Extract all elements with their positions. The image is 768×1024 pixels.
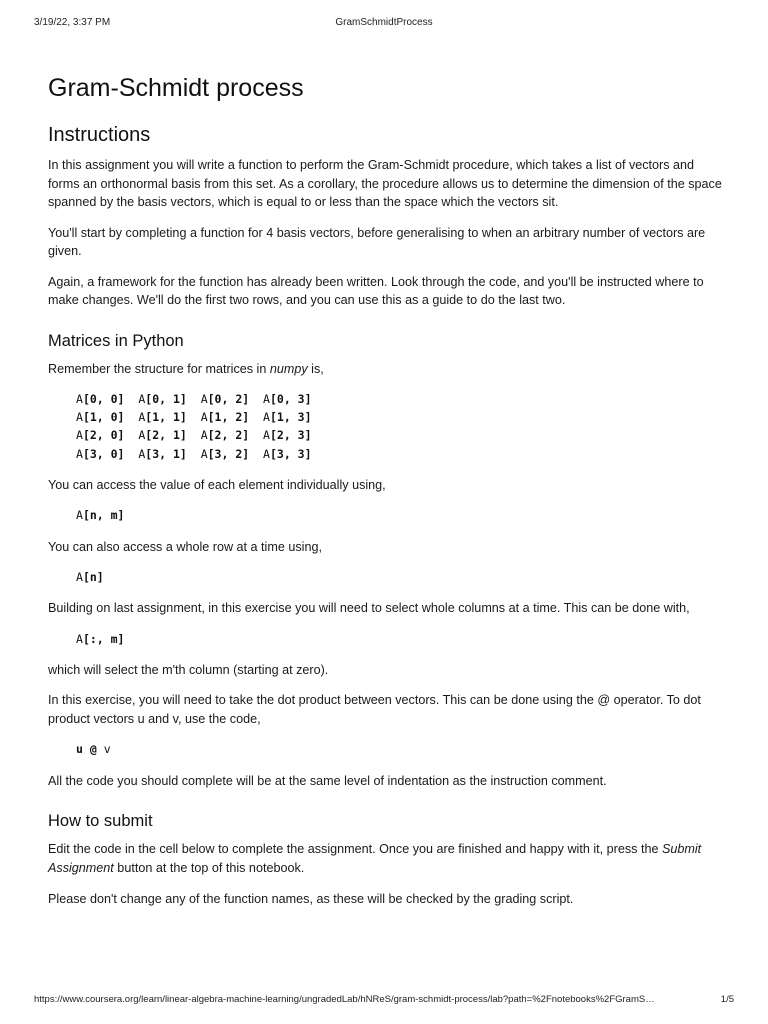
instructions-paragraph-1: In this assignment you will write a function to perform the Gram-Schmidt procedure, which takes a list of vectors and forms an orthonormal basis from this set. As a corollary, the procedure allows us to determine the dimension of the space spanned by the basis vectors, which is equal to or less than the space which the vectors sit. bbox=[48, 158, 722, 209]
matrix-cell-index: [3, 0] bbox=[82, 446, 125, 461]
submit-heading: How to submit bbox=[48, 812, 153, 831]
matrix-cell-prefix: A bbox=[200, 428, 208, 443]
matrix-cell-index: [0, 2] bbox=[207, 392, 250, 406]
matrix-code-block bbox=[76, 390, 728, 463]
element-access-paragraph: You can access the value of each element individually using, bbox=[48, 477, 386, 492]
print-datetime: 3/19/22, 3:37 PM bbox=[34, 17, 111, 28]
matrix-row bbox=[76, 426, 728, 444]
matrix-cell-prefix: A bbox=[138, 410, 146, 425]
row-access-index: [n] bbox=[82, 570, 104, 585]
instructions-heading: Instructions bbox=[48, 124, 151, 146]
print-footer bbox=[34, 994, 734, 1008]
matrix-cell-prefix: A bbox=[263, 428, 270, 443]
matrix-cell-prefix: A bbox=[263, 392, 270, 406]
matrix-cell-prefix: A bbox=[76, 446, 83, 461]
matrix-cell-prefix: A bbox=[76, 410, 83, 425]
matrix-cell-prefix: A bbox=[138, 392, 146, 406]
element-access-index: [n, m] bbox=[82, 508, 125, 523]
dot-product-code bbox=[76, 740, 728, 758]
instructions-paragraph-3: Again, a framework for the function has already been written. Look through the code, and you'll be instructed where to make changes. We'll do the first two rows, and you can use this as a guide to do the last two. bbox=[48, 274, 704, 307]
matrix-prefix: A bbox=[76, 508, 83, 523]
column-access-paragraph: Building on last assignment, in this exercise you will need to select whole columns at a time. This can be done with, bbox=[48, 601, 690, 616]
matrix-cell-prefix: A bbox=[76, 428, 83, 443]
print-header bbox=[34, 17, 734, 31]
matrices-intro-end: is, bbox=[307, 361, 324, 376]
matrix-cell-prefix: A bbox=[200, 446, 208, 461]
matrix-cell-index: [3, 1] bbox=[145, 446, 187, 461]
matrix-cell-index: [1, 1] bbox=[145, 410, 187, 425]
print-doc-title: GramSchmidtProcess bbox=[335, 17, 433, 28]
column-access-index: [:, m] bbox=[82, 631, 125, 646]
matrix-cell-index: [2, 2] bbox=[207, 428, 250, 443]
row-access-paragraph: You can also access a whole row at a time using, bbox=[48, 539, 322, 554]
matrix-cell-index: [3, 2] bbox=[207, 446, 250, 461]
matrix-cell-prefix: A bbox=[138, 428, 146, 443]
matrix-cell-prefix: A bbox=[138, 446, 146, 461]
matrix-cell-index: [2, 3] bbox=[269, 428, 312, 443]
column-access-code bbox=[76, 630, 728, 648]
dot-product-paragraph: In this exercise, you will need to take the dot product between vectors. This can be done using the @ operator. To dot product vectors u and v, use the code, bbox=[48, 693, 701, 726]
matrices-heading: Matrices in Python bbox=[48, 331, 184, 350]
instructions-paragraph-2: You'll start by completing a function for 4 basis vectors, before generalising to when an arbitrary number of vectors are given. bbox=[48, 225, 706, 258]
indentation-paragraph: All the code you should complete will be at the same level of indentation as the instruction comment. bbox=[48, 773, 607, 788]
matrix-cell-index: [1, 3] bbox=[269, 410, 312, 425]
matrix-prefix: A bbox=[76, 631, 83, 646]
element-access-code bbox=[76, 506, 728, 524]
document-body bbox=[48, 72, 728, 909]
submit-assignment-emphasis: Submit Assignment bbox=[48, 842, 702, 875]
matrices-intro-paragraph bbox=[48, 360, 728, 379]
page-title: Gram-Schmidt process bbox=[48, 74, 304, 102]
row-access-code bbox=[76, 568, 728, 586]
matrix-prefix: A bbox=[76, 570, 83, 585]
submit-paragraph bbox=[48, 840, 728, 877]
page-number: 1/5 bbox=[720, 994, 734, 1005]
matrix-row bbox=[76, 408, 728, 426]
matrix-cell-prefix: A bbox=[200, 410, 208, 425]
column-note-paragraph: which will select the m'th column (starting at zero). bbox=[48, 662, 329, 677]
matrix-cell-index: [0, 3] bbox=[269, 392, 312, 406]
matrix-cell-index: [1, 2] bbox=[207, 410, 250, 425]
matrix-cell-index: [2, 1] bbox=[145, 428, 187, 443]
submit-text: Edit the code in the cell below to complete the assignment. Once you are finished and happy with it, press the bbox=[48, 842, 662, 857]
matrix-cell-prefix: A bbox=[200, 392, 208, 406]
dot-product-operand: v bbox=[96, 742, 111, 757]
matrix-cell-prefix: A bbox=[76, 392, 83, 406]
print-url: https://www.coursera.org/learn/linear-algebra-machine-learning/ungradedLab/hNReS/gram-schmidt-process/lab?path=%2Fnotebooks%2FGramS… bbox=[34, 994, 655, 1005]
matrix-cell-index: [3, 3] bbox=[269, 446, 312, 461]
dot-product-operator: u @ bbox=[76, 742, 97, 757]
matrix-cell-prefix: A bbox=[263, 446, 270, 461]
matrix-cell-index: [0, 1] bbox=[145, 392, 187, 406]
matrix-row bbox=[76, 390, 728, 408]
function-names-paragraph: Please don't change any of the function names, as these will be checked by the grading script. bbox=[48, 892, 574, 907]
matrix-cell-index: [1, 0] bbox=[82, 410, 125, 425]
matrix-cell-index: [2, 0] bbox=[82, 428, 125, 443]
numpy-emphasis: numpy bbox=[269, 361, 308, 376]
submit-text-end: button at the top of this notebook. bbox=[113, 860, 305, 875]
matrices-intro-text: Remember the structure for matrices in bbox=[48, 361, 270, 376]
matrix-cell-index: [0, 0] bbox=[82, 392, 125, 406]
matrix-cell-prefix: A bbox=[263, 410, 270, 425]
matrix-row bbox=[76, 445, 728, 463]
